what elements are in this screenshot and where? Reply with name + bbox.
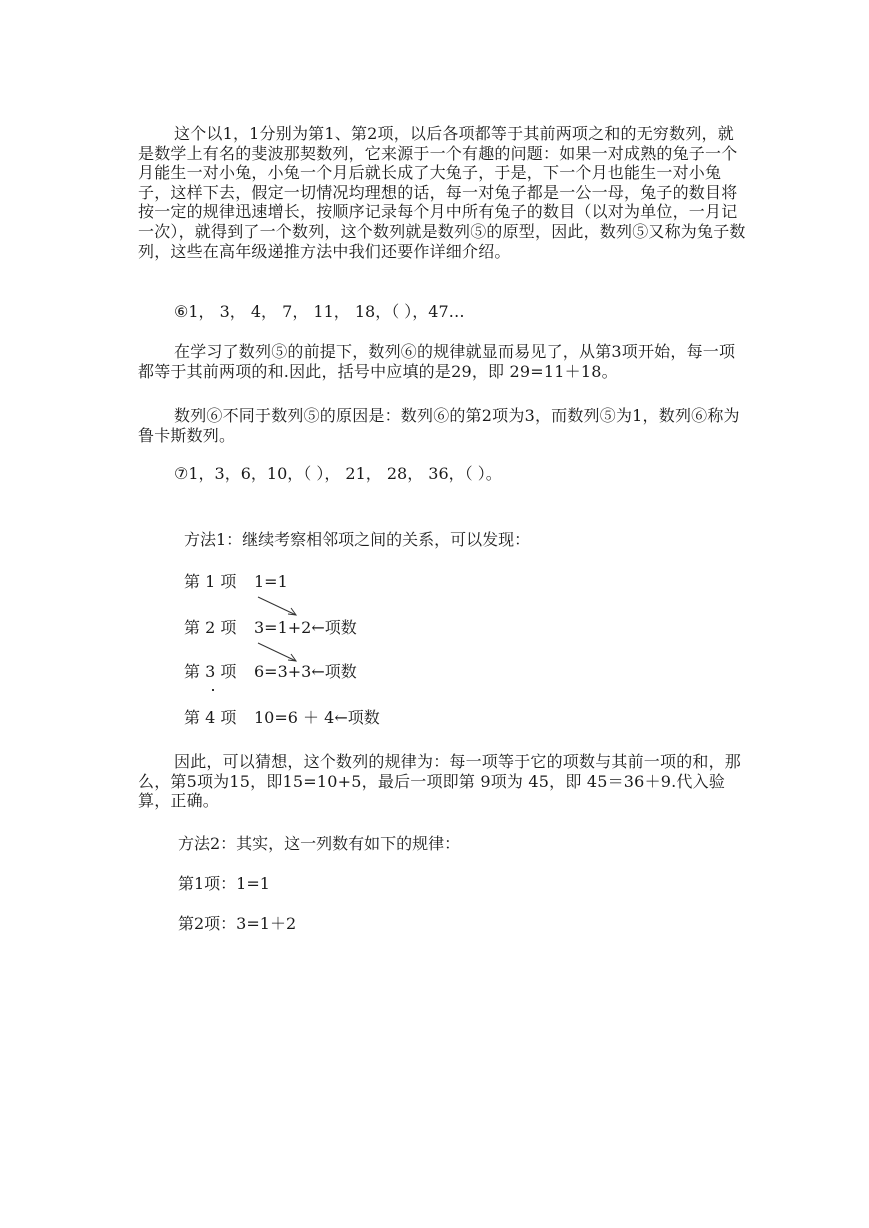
paragraph-lucas: 数列⑥不同于数列⑤的原因是：数列⑥的第2项为3，而数列⑤为1，数列⑥称为鲁卡斯数列。 xyxy=(138,406,740,445)
paragraph-fibonacci: 这个以1，1分别为第1、第2项，以后各项都等于其前两项之和的无穷数列，就是数学上有名的斐波那契数列，它来源于一个有趣的问题：如果一对成熟的兔子一个月能生一对小兔，小兔一个月后就长成了大兔子，于是，下一个月也能生一对小兔子，这样下去，假定一切情况均理想的话，每一对兔子都是一公一母，兔子的数目将按一定的规律迅速增长，按顺序记录每个月中所有兔子的数目（以对为单位，一月记一次），就得到了一个数列，这个数列就是数列⑤的原型，因此，数列⑤又称为兔子数列，这些在高年级递推方法中我们还要作详细介绍。 xyxy=(138,124,746,261)
term-row-4 xyxy=(184,708,380,728)
term-row-3 xyxy=(184,662,357,682)
paragraph-conclusion: 因此，可以猜想，这个数列的规律为：每一项等于它的项数与其前一项的和，那么，第5项为15，即15=10+5，最后一项即第 9项为 45，即 45＝36＋9.代入验算，正确。 xyxy=(138,752,742,811)
term-label: 第 2 项 xyxy=(184,618,237,637)
term-expr: 3=1+2 xyxy=(254,618,312,637)
term-expr: 10=6 ＋ 4 xyxy=(254,708,335,727)
method-2-heading: 方法2：其实，这一列数有如下的规律： xyxy=(178,834,461,853)
term-expr: 6=3+3 xyxy=(254,662,312,681)
term-expr: 1=1 xyxy=(254,572,288,591)
method-1-heading: 方法1：继续考察相邻项之间的关系，可以发现： xyxy=(184,530,531,549)
sequence-6: ⑥1， 3， 4， 7， 11， 18，（ ），47… xyxy=(174,302,465,321)
paragraph-sequence-6-rule: 在学习了数列⑤的前提下，数列⑥的规律就显而易见了，从第3项开始，每一项都等于其前两项的和.因此，括号中应填的是29，即 29=11＋18。 xyxy=(138,342,736,381)
term-note: ←项数 xyxy=(311,618,357,637)
term-row-2 xyxy=(184,618,357,638)
term-label: 第 1 项 xyxy=(184,572,237,591)
method-2-row-2: 第2项：3=1＋2 xyxy=(178,914,297,933)
term-row-1 xyxy=(184,572,288,592)
sequence-7: ⑦1，3，6，10，（ ）， 21， 28， 36，（ ）。 xyxy=(174,464,502,483)
term-note: ←项数 xyxy=(311,662,357,681)
term-label: 第 4 项 xyxy=(184,708,237,727)
method-2-row-1: 第1项：1=1 xyxy=(178,874,270,893)
diagonal-arrow-icon xyxy=(250,594,310,620)
term-note: ←项数 xyxy=(334,708,380,727)
term-label: 第 3 项 xyxy=(184,662,237,681)
stray-dot xyxy=(212,689,214,691)
